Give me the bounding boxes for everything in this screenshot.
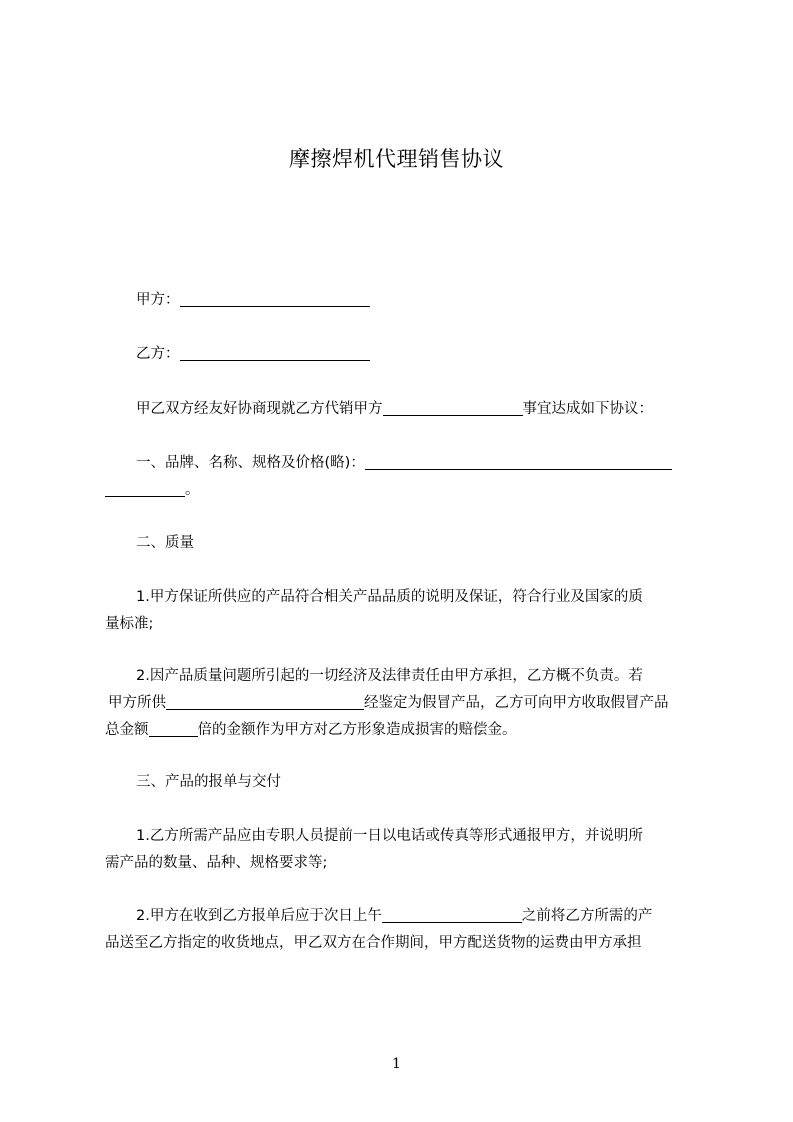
section-2-heading: 二、质量 bbox=[136, 535, 194, 551]
s2-p1-line-2: 量标准; bbox=[105, 616, 154, 632]
supplied-product-blank bbox=[166, 693, 364, 710]
section-1-blank-2 bbox=[105, 480, 185, 497]
intro-line bbox=[136, 395, 732, 423]
s2-p2-l3-post: 倍的金额作为甲方对乙方形象造成损害的赔偿金。 bbox=[197, 722, 517, 738]
s2-p2-l2-post: 经鉴定为假冒产品，乙方可向甲方收取假冒产品 bbox=[364, 695, 669, 711]
party-a-line bbox=[136, 286, 732, 314]
page-number: 1 bbox=[392, 1056, 401, 1072]
s3-p2-l1-post: 之前将乙方所需的产 bbox=[521, 908, 653, 924]
party-b-label: 乙方： bbox=[136, 346, 180, 362]
party-a-blank bbox=[180, 290, 370, 307]
s3-p2-line-1 bbox=[136, 902, 732, 930]
s2-p2-line-1: 2.因产品质量问题所引起的一切经济及法律责任由甲方承担，乙方概不负责。若 bbox=[136, 668, 643, 684]
s3-p1-line-1: 1.乙方所需产品应由专职人员提前一日以电话或传真等形式通报甲方，并说明所 bbox=[136, 828, 643, 844]
s2-p2-l3-pre: 总金额 bbox=[105, 722, 149, 738]
section-1-line-2 bbox=[105, 476, 701, 504]
s2-p2-line-2 bbox=[108, 689, 704, 717]
section-1-end: 。 bbox=[185, 482, 200, 498]
section-1-blank bbox=[365, 453, 672, 470]
party-b-blank bbox=[180, 344, 370, 361]
party-b-line bbox=[136, 340, 732, 368]
section-1-line bbox=[136, 449, 732, 477]
s2-p1-line-1: 1.甲方保证所供应的产品符合相关产品品质的说明及保证，符合行业及国家的质 bbox=[136, 589, 643, 605]
document-title: 摩擦焊机代理销售协议 bbox=[289, 147, 504, 171]
delivery-time-blank bbox=[382, 906, 522, 923]
s3-p1-line-2: 需产品的数量、品种、规格要求等; bbox=[105, 855, 328, 871]
section-3-heading: 三、产品的报单与交付 bbox=[136, 774, 281, 790]
intro-post: 事宜达成如下协议： bbox=[522, 401, 653, 417]
party-a-label: 甲方： bbox=[136, 292, 180, 308]
product-blank bbox=[383, 399, 523, 416]
s2-p2-line-3 bbox=[105, 716, 701, 744]
multiplier-blank bbox=[149, 720, 198, 737]
s3-p2-l1-pre: 2.甲方在收到乙方报单后应于次日上午 bbox=[136, 908, 382, 924]
s2-p2-l2-pre: 甲方所供 bbox=[108, 695, 166, 711]
s3-p2-line-2: 品送至乙方指定的收货地点，甲乙双方在合作期间，甲方配送货物的运费由甲方承担 bbox=[105, 935, 642, 951]
section-1-label: 一、品牌、名称、规格及价格(略)： bbox=[136, 455, 365, 471]
intro-pre: 甲乙双方经友好协商现就乙方代销甲方 bbox=[136, 401, 383, 417]
